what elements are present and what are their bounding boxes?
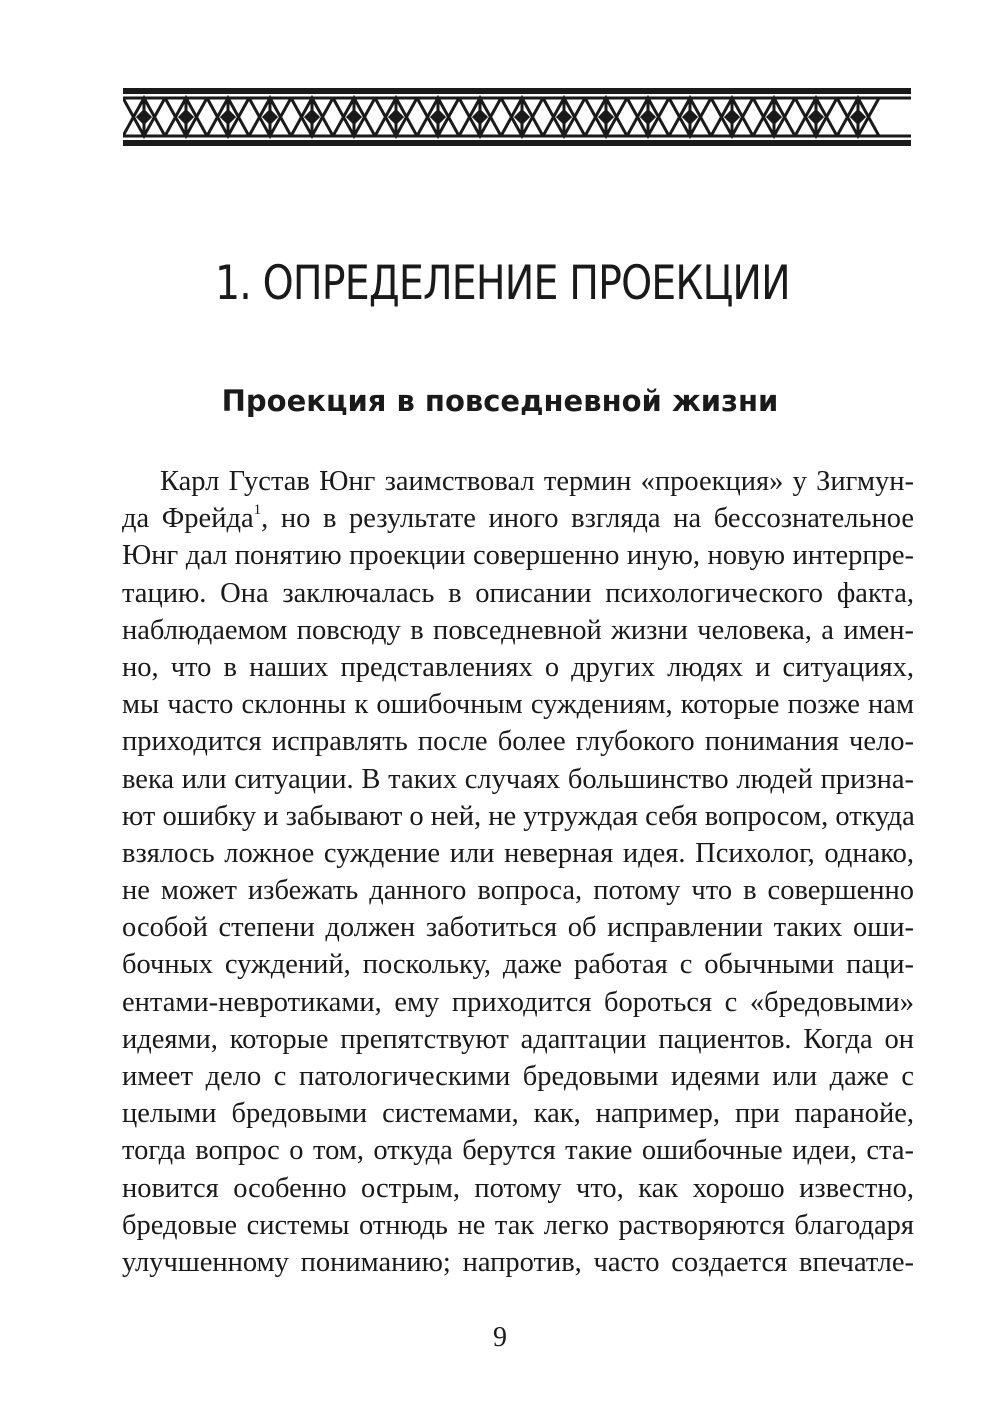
text-line: бочных суждений, поскольку, даже работая с обычными паци- <box>122 949 914 981</box>
text-line: века или ситуации. В таких случаях большинство людей призна- <box>122 763 914 795</box>
text-line: особой степени должен заботиться об исправлении таких оши- <box>122 912 914 944</box>
text-line: тогда вопрос о том, откуда берутся такие ошибочные идеи, ста- <box>122 1135 914 1167</box>
text-line: Карл Густав Юнг заимствовал термин «проекция» у Зигмун- <box>160 466 914 497</box>
section-title: Проекция в повседневной жизни <box>221 384 779 418</box>
text-line: ют ошибку и забывают о ней, не утруждая себя вопросом, откуда <box>122 800 915 832</box>
text-line: бредовые системы отнюдь не так легко растворяются благодаря <box>122 1209 914 1241</box>
text-line: тацию. Она заключалась в описании психологического факта, <box>122 577 914 609</box>
text-line: имеет дело с патологическими бредовыми идеями или даже с <box>122 1061 914 1092</box>
text-line: улучшенному пониманию; напротив, часто создается впечатле- <box>122 1246 914 1278</box>
chapter-title: 1. ОПРЕДЕЛЕНИЕ ПРОЕКЦИИ <box>214 256 790 311</box>
text-line: новится особенно острым, потому что, как хорошо известно, <box>122 1172 914 1204</box>
text-line: не может избежать данного вопроса, потому что в совершенно <box>122 875 914 907</box>
page-number: 9 <box>493 1322 507 1353</box>
text-line: Юнг дал понятию проекции совершенно иную, новую интерпре- <box>122 540 914 572</box>
text-line: да Фрейда$^1$, но в результате иного взгляда на бессознательное <box>122 502 914 535</box>
text-line: целыми бредовыми системами, как, например, при паранойе, <box>122 1098 914 1130</box>
text-line: наблюдаемом повсюду в повседневной жизни человека, а имен- <box>122 614 914 646</box>
text-line: приходится исправлять после более глубокого понимания чело- <box>122 726 914 758</box>
decorative-ornament-band <box>123 88 911 146</box>
footnote-reference[interactable]: 1 <box>253 502 262 519</box>
text-line: взялось ложное суждение или неверная идея. Психолог, однако, <box>122 837 914 869</box>
text-line: идеями, которые препятствуют адаптации пациентов. Когда он <box>122 1023 914 1055</box>
text-line: ентами-невротиками, ему приходится бороться с «бредовыми» <box>122 986 914 1018</box>
text-line: мы часто склонны к ошибочным суждениям, которые позже нам <box>122 689 914 721</box>
text-line: но, что в наших представлениях о других людях и ситуациях, <box>122 651 914 683</box>
body-paragraph <box>122 463 914 1281</box>
